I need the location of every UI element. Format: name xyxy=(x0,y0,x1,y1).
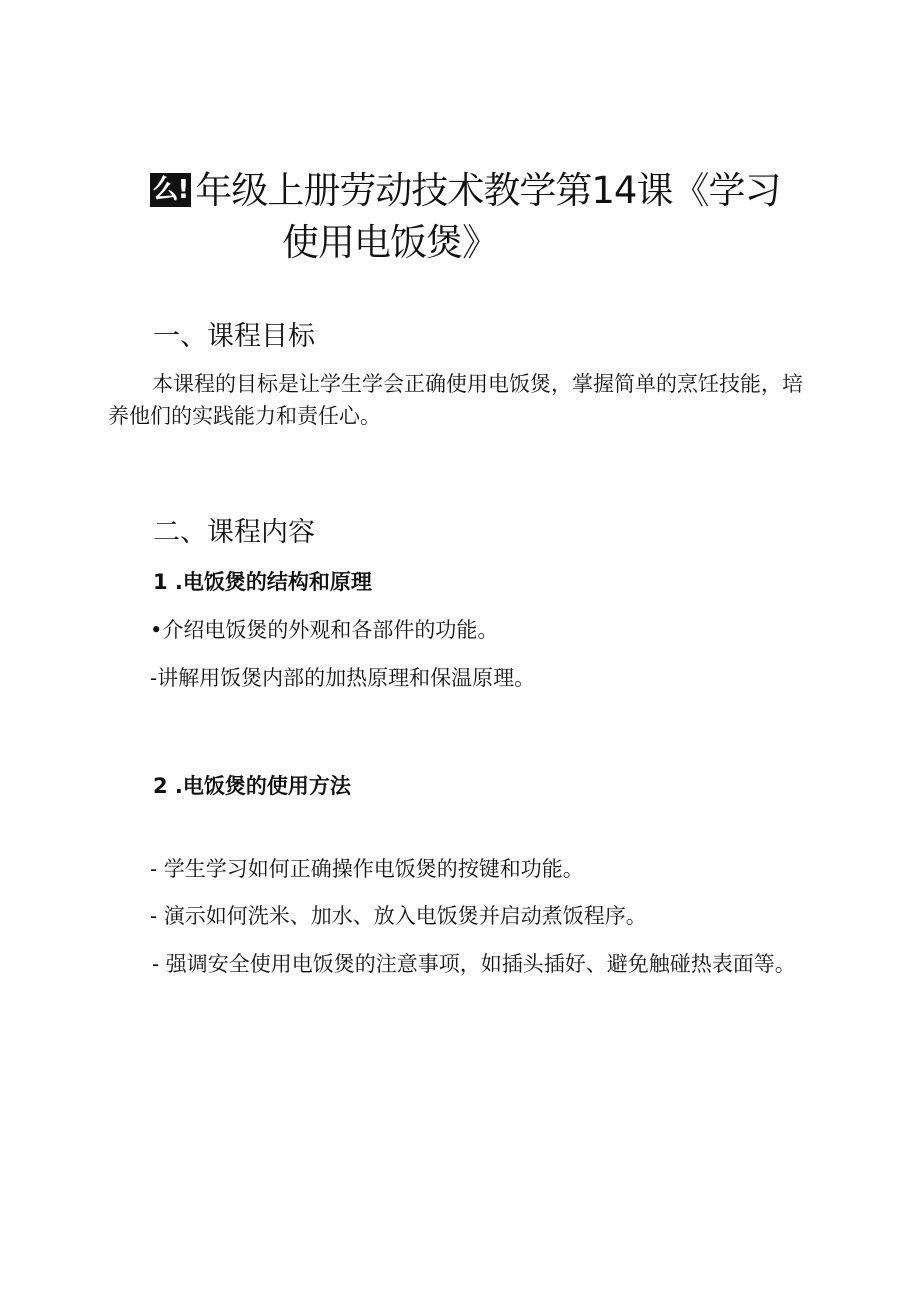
list-item: •介绍电饭煲的外观和各部件的功能。 xyxy=(150,618,499,642)
document-title-line-1 xyxy=(120,166,810,216)
section-heading-objectives: 一、课程目标 xyxy=(153,321,315,352)
list-item: -讲解用饭煲内部的加热原理和保温原理。 xyxy=(150,666,536,690)
section-heading-content: 二、课程内容 xyxy=(153,517,315,548)
objectives-paragraph: 本课程的目标是让学生学会正确使用电饭煲，掌握简单的烹饪技能，培养他们的实践能力和责任心。 xyxy=(108,372,803,428)
document-title-line-2: 使用电饭煲》 xyxy=(282,221,498,264)
title-text-1: 年级上册劳动技术教学第14课《学习 xyxy=(195,169,781,212)
list-item: - 演示如何洗米、加水、放入电饭煲并启动煮饭程序。 xyxy=(150,904,647,928)
subsection-heading-usage: 2 .电饭煲的使用方法 xyxy=(153,774,351,798)
title-grade-mark: 么! xyxy=(150,173,192,207)
list-item: - 强调安全使用电饭煲的注意事项，如插头插好、避免触碰热表面等。 xyxy=(152,952,796,976)
list-item: - 学生学习如何正确操作电饭煲的按键和功能。 xyxy=(150,857,584,881)
subsection-heading-structure: 1 .电饭煲的结构和原理 xyxy=(153,570,372,594)
